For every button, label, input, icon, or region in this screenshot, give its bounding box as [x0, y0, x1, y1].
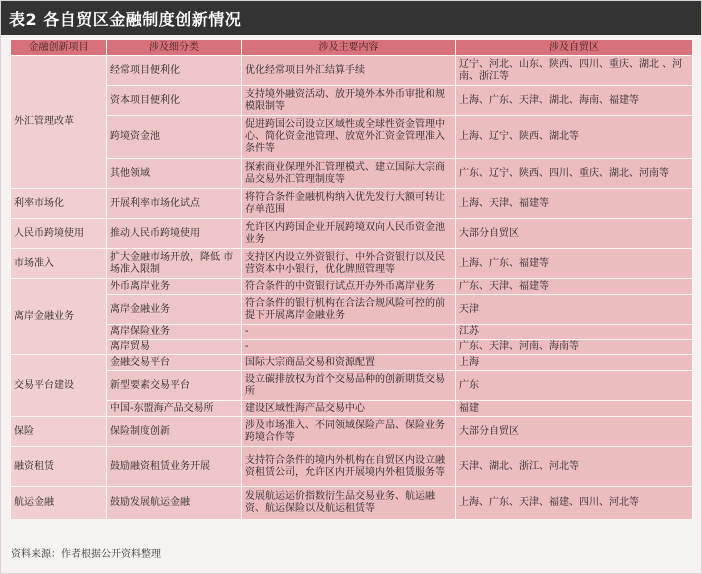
content-cell: 将符合条件金融机构纳入优先发行大额可转让存单范围: [242, 189, 456, 219]
table-row: [11, 401, 693, 417]
zones-cell: 上海: [456, 355, 693, 371]
subcategory-cell: 推动人民币跨境使用: [107, 219, 242, 249]
subcategory-cell: 离岸保险业务: [107, 325, 242, 340]
zones-cell: 上海、广东、天津、福建、四川、河北等: [456, 487, 693, 520]
table-header-row: [11, 40, 693, 56]
project-cell: 市场准入: [11, 249, 107, 279]
subcategory-cell: 跨境资金池: [107, 116, 242, 159]
header-project: 金融创新项目: [11, 40, 107, 56]
zones-cell: 上海、辽宁、陕西、湖北等: [456, 116, 693, 159]
table-row: [11, 417, 693, 447]
zones-cell: 广东、天津、福建等: [456, 279, 693, 295]
table-title: 表2 各自贸区金融制度创新情况: [9, 10, 242, 29]
subcategory-cell: 金融交易平台: [107, 355, 242, 371]
content-cell: 国际大宗商品交易和资源配置: [242, 355, 456, 371]
content-cell: 设立碳排放权为首个交易品种的创新期货交易所: [242, 371, 456, 401]
project-cell: 离岸金融业务: [11, 279, 107, 355]
zones-cell: 辽宁、河北、山东、陕西、四川、重庆、湖北 、河南、浙江等: [456, 56, 693, 86]
zones-cell: 上海、广东、福建等: [456, 249, 693, 279]
subcategory-cell: 鼓励融资租赁业务开展: [107, 447, 242, 487]
zones-cell: 广东、天津、河南、海南等: [456, 340, 693, 355]
table-row: [11, 340, 693, 355]
title-bar: [1, 1, 701, 35]
table-row: [11, 325, 693, 340]
header-content: 涉及主要内容: [242, 40, 456, 56]
table-row: [11, 116, 693, 159]
content-cell: -: [242, 325, 456, 340]
content-cell: 发展航运运价指数衍生品交易业务、航运融资、航运保险以及航运租赁等: [242, 487, 456, 520]
subcategory-cell: 保险制度创新: [107, 417, 242, 447]
content-cell: 符合条件的中资银行试点开办外币离岸业务: [242, 279, 456, 295]
innovation-table: [10, 39, 693, 520]
zones-cell: 大部分自贸区: [456, 219, 693, 249]
table-row: [11, 159, 693, 189]
table-row: [11, 249, 693, 279]
table-row: [11, 487, 693, 520]
table-row: [11, 219, 693, 249]
zones-cell: 福建: [456, 401, 693, 417]
subcategory-cell: 扩大金融市场开放，降低 市场准入限制: [107, 249, 242, 279]
content-cell: 支持境外融资活动、放开境外本外币审批和规模限制等: [242, 86, 456, 116]
content-cell: 探索商业保理外汇管理模式、建立国际大宗商品交易外汇管理制度等: [242, 159, 456, 189]
content-cell: 优化经常项目外汇结算手续: [242, 56, 456, 86]
table-row: [11, 56, 693, 86]
project-cell: 融资租赁: [11, 447, 107, 487]
subcategory-cell: 经常项目便利化: [107, 56, 242, 86]
zones-cell: 天津、湖北、浙江、河北等: [456, 447, 693, 487]
subcategory-cell: 开展利率市场化试点: [107, 189, 242, 219]
project-cell: 人民币跨境使用: [11, 219, 107, 249]
zones-cell: 天津: [456, 295, 693, 325]
table-row: [11, 189, 693, 219]
project-cell: 外汇管理改革: [11, 56, 107, 189]
subcategory-cell: 中国-东盟海产品交易所: [107, 401, 242, 417]
project-cell: 航运金融: [11, 487, 107, 520]
subcategory-cell: 新型要素交易平台: [107, 371, 242, 401]
content-cell: 允许区内跨国企业开展跨境双向人民币资金池业务: [242, 219, 456, 249]
content-cell: 涉及市场准入、不同领域保险产品、保险业务跨境合作等: [242, 417, 456, 447]
zones-cell: 广东: [456, 371, 693, 401]
subcategory-cell: 离岸贸易: [107, 340, 242, 355]
table-row: [11, 371, 693, 401]
zones-cell: 江苏: [456, 325, 693, 340]
project-cell: 利率市场化: [11, 189, 107, 219]
table-row: [11, 355, 693, 371]
source-note: 资料来源：作者根据公开资料整理: [11, 549, 161, 560]
content-cell: 符合条件的银行机构在合法合规风险可控的前提下开展离岸金融业务: [242, 295, 456, 325]
zones-cell: 上海、广东、天津、湖北、海南、福建等: [456, 86, 693, 116]
table-row: [11, 279, 693, 295]
subcategory-cell: 外币离岸业务: [107, 279, 242, 295]
subcategory-cell: 其他领域: [107, 159, 242, 189]
header-zones: 涉及自贸区: [456, 40, 693, 56]
table-row: [11, 295, 693, 325]
header-subcategory: 涉及细分类: [107, 40, 242, 56]
content-cell: 支持符合条件的境内外机构在自贸区内设立融资租赁公司，允许区内开展境内外租赁服务等: [242, 447, 456, 487]
content-cell: 促进跨国公司设立区域性或全球性资金管理中心、简化资金池管理、放宽外汇资金管理准入条件等: [242, 116, 456, 159]
subcategory-cell: 鼓励发展航运金融: [107, 487, 242, 520]
table-row: [11, 447, 693, 487]
subcategory-cell: 资本项目便利化: [107, 86, 242, 116]
table-row: [11, 86, 693, 116]
subcategory-cell: 离岸金融业务: [107, 295, 242, 325]
content-cell: 支持区内设立外资银行、中外合资银行以及民营资本中小银行，优化牌照管理等: [242, 249, 456, 279]
project-cell: 交易平台建设: [11, 355, 107, 417]
zones-cell: 上海、天津、福建等: [456, 189, 693, 219]
content-cell: 建设区域性海产品交易中心: [242, 401, 456, 417]
zones-cell: 大部分自贸区: [456, 417, 693, 447]
content-cell: -: [242, 340, 456, 355]
project-cell: 保险: [11, 417, 107, 447]
zones-cell: 广东、辽宁、陕西、四川、重庆、湖北、河南等: [456, 159, 693, 189]
